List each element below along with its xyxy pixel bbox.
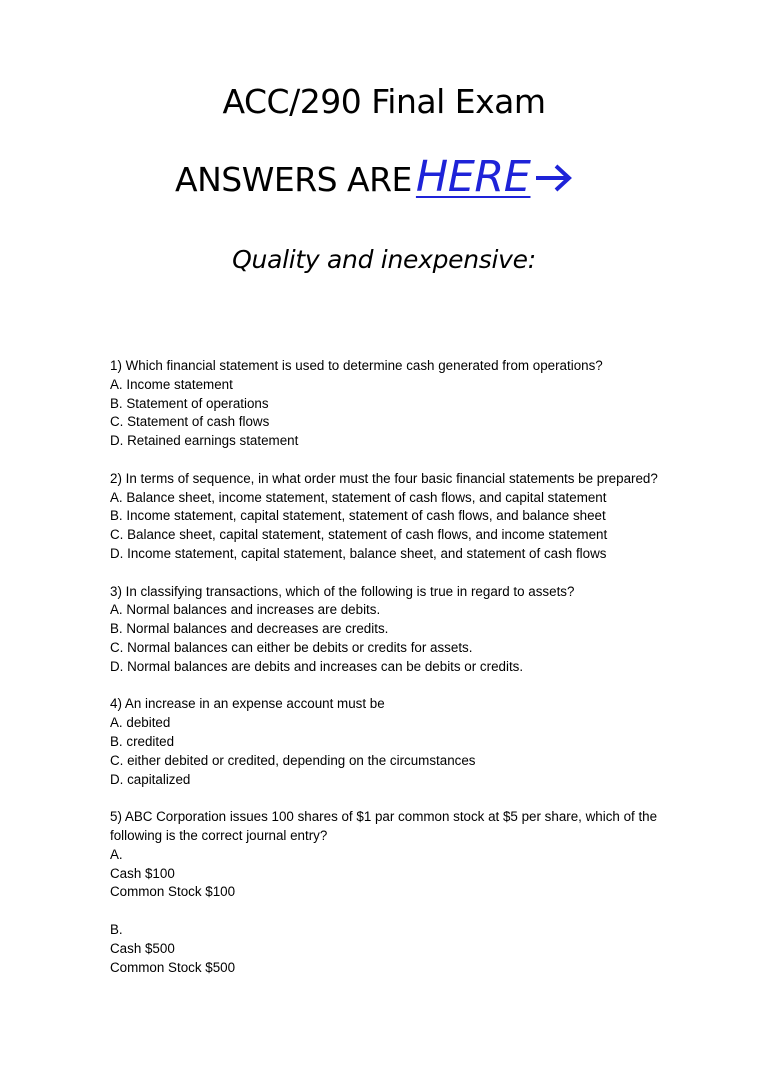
tagline: Quality and inexpensive: bbox=[232, 245, 536, 274]
answer-option: C. Statement of cash flows bbox=[110, 414, 270, 430]
spacer bbox=[110, 902, 710, 921]
answer-option: B. Income statement, capital statement, statement of cash flows, and balance sheet bbox=[110, 508, 606, 524]
answer-option: B. Statement of operations bbox=[110, 395, 269, 411]
question-text: 3) In classifying transactions, which of the following is true in regard to assets? bbox=[110, 583, 575, 599]
answers-prefix: ANSWERS ARE bbox=[175, 160, 412, 199]
answer-option: D. capitalized bbox=[110, 771, 191, 787]
option-a-label: A. bbox=[110, 846, 123, 862]
option-b-label: B. bbox=[110, 921, 123, 937]
question-1 bbox=[110, 357, 710, 451]
answer-option: A. debited bbox=[110, 715, 171, 731]
option-a-credit: Common Stock $100 bbox=[110, 884, 236, 900]
answer-option: C. Normal balances can either be debits or credits for assets. bbox=[110, 639, 473, 655]
question-4 bbox=[110, 695, 710, 789]
question-text: 4) An increase in an expense account must be bbox=[110, 696, 385, 712]
page-title: ACC/290 Final Exam bbox=[222, 82, 546, 121]
right-arrow-icon[interactable] bbox=[534, 163, 574, 193]
question-text: 1) Which financial statement is used to determine cash generated from operations? bbox=[110, 358, 603, 373]
here-link[interactable]: HERE bbox=[415, 152, 531, 202]
answer-option: A. Income statement bbox=[110, 376, 233, 392]
question-list bbox=[110, 357, 710, 996]
option-a-debit: Cash $100 bbox=[110, 865, 175, 881]
question-5 bbox=[110, 808, 710, 977]
question-3 bbox=[110, 583, 710, 677]
answer-option: A. Normal balances and increases are debits. bbox=[110, 602, 381, 618]
answer-option: B. credited bbox=[110, 733, 175, 749]
answer-option: D. Normal balances are debits and increases can be debits or credits. bbox=[110, 658, 524, 674]
answer-option: D. Retained earnings statement bbox=[110, 433, 299, 449]
answer-option: C. Balance sheet, capital statement, statement of cash flows, and income statement bbox=[110, 527, 608, 543]
question-text-continued: following is the correct journal entry? bbox=[110, 827, 328, 843]
answer-option: A. Balance sheet, income statement, statement of cash flows, and capital statement bbox=[110, 489, 607, 505]
question-text: 2) In terms of sequence, in what order must the four basic financial statements be prepared? bbox=[110, 470, 658, 486]
question-text: 5) ABC Corporation issues 100 shares of $1 par common stock at $5 per share, which of the bbox=[110, 809, 658, 825]
answer-option: B. Normal balances and decreases are credits. bbox=[110, 621, 389, 637]
question-2 bbox=[110, 470, 710, 564]
answers-heading bbox=[175, 152, 574, 212]
answer-option: D. Income statement, capital statement, balance sheet, and statement of cash flows bbox=[110, 545, 607, 561]
answer-option: C. either debited or credited, depending on the circumstances bbox=[110, 752, 476, 768]
option-b-debit: Cash $500 bbox=[110, 940, 175, 956]
option-b-credit: Common Stock $500 bbox=[110, 959, 236, 975]
